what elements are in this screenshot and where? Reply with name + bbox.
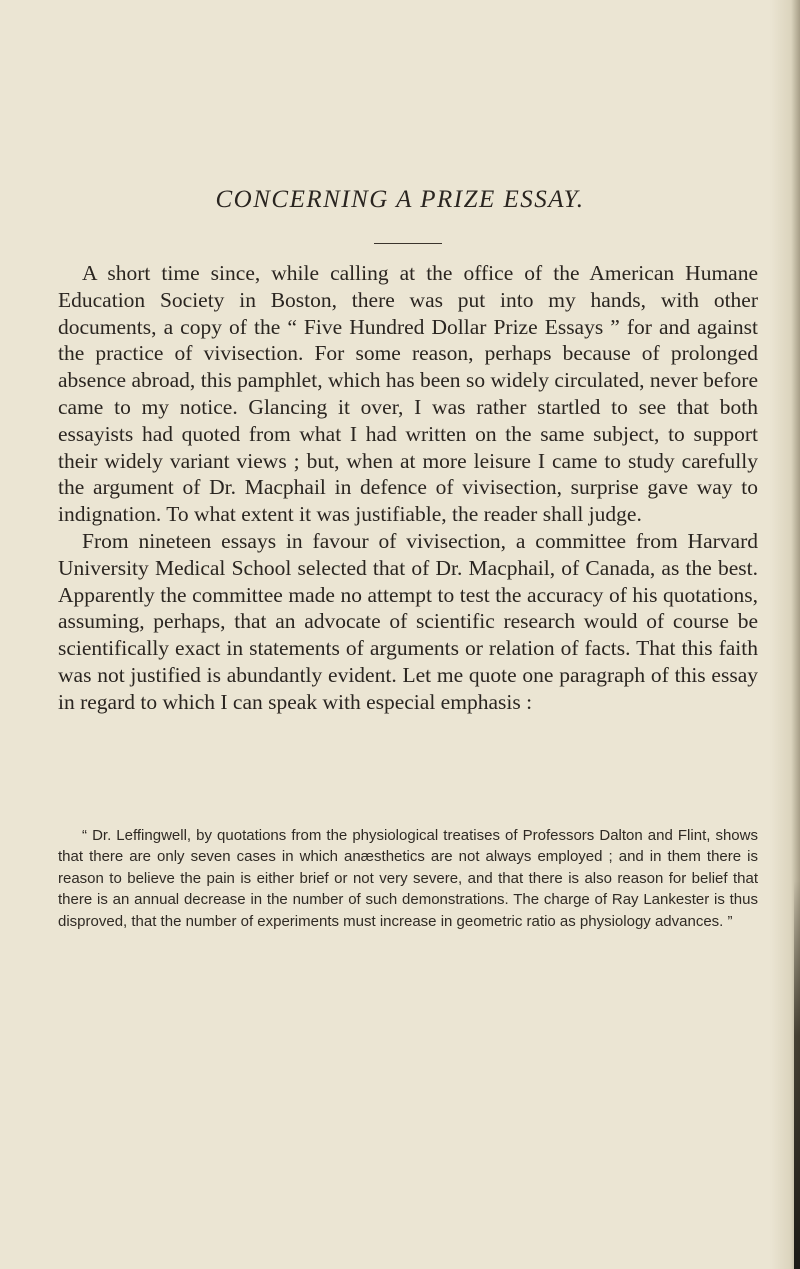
quote-text: “ Dr. Leffingwell, by quotations from the physiological treatises of Professors Dalton and Flint, shows that there are only seven cases in which anæsthetics are not always employed ; and in them there is reason to believe the pain is either brief or not very severe, and that there is also reason for belief that there is an annual decrease in the number of such demonstrations. The charge of Ray Lankester is thus disproved, that the number of experiments must increase in geometric ratio as physiology advances. ” [58, 827, 758, 930]
paragraph-1: A short time since, while calling at the office of the American Humane Education Society in Boston, there was put into my hands, with other documents, a copy of the “ Five Hundred Dollar Prize Essays ” for and against the practice of vivisection. For some reason, perhaps because of prolonged absence abroad, this pamphlet, which has been so widely circulated, never before came to my notice. Glancing it over, I was rather startled to see that both essayists had quoted from what I had written on the same subject, to support their widely variant views ; but, when at more leisure I came to study carefully the argument of Dr. Macphail in defence of vivisection, surprise gave way to indignation. To what extent it was justifiable, the reader shall judge. [58, 261, 758, 527]
paragraph-2: From nineteen essays in favour of vivisection, a committee from Harvard University Medical School selected that of Dr. Macphail, of Canada, as the best. Apparently the committee made no attempt to test the accuracy of his quotations, assuming, perhaps, that an advocate of scientific research would of course be scientifically exact in statements of arguments or relation of facts. That this faith was not justified is abundantly evident. Let me quote one paragraph of this essay in regard to which I can speak with especial emphasis : [58, 528, 758, 714]
page-title: CONCERNING A PRIZE ESSAY. [215, 186, 585, 213]
title-divider [374, 243, 442, 244]
page-edge-dark [794, 880, 800, 1269]
block-quote [58, 825, 758, 932]
body-text [58, 260, 758, 716]
